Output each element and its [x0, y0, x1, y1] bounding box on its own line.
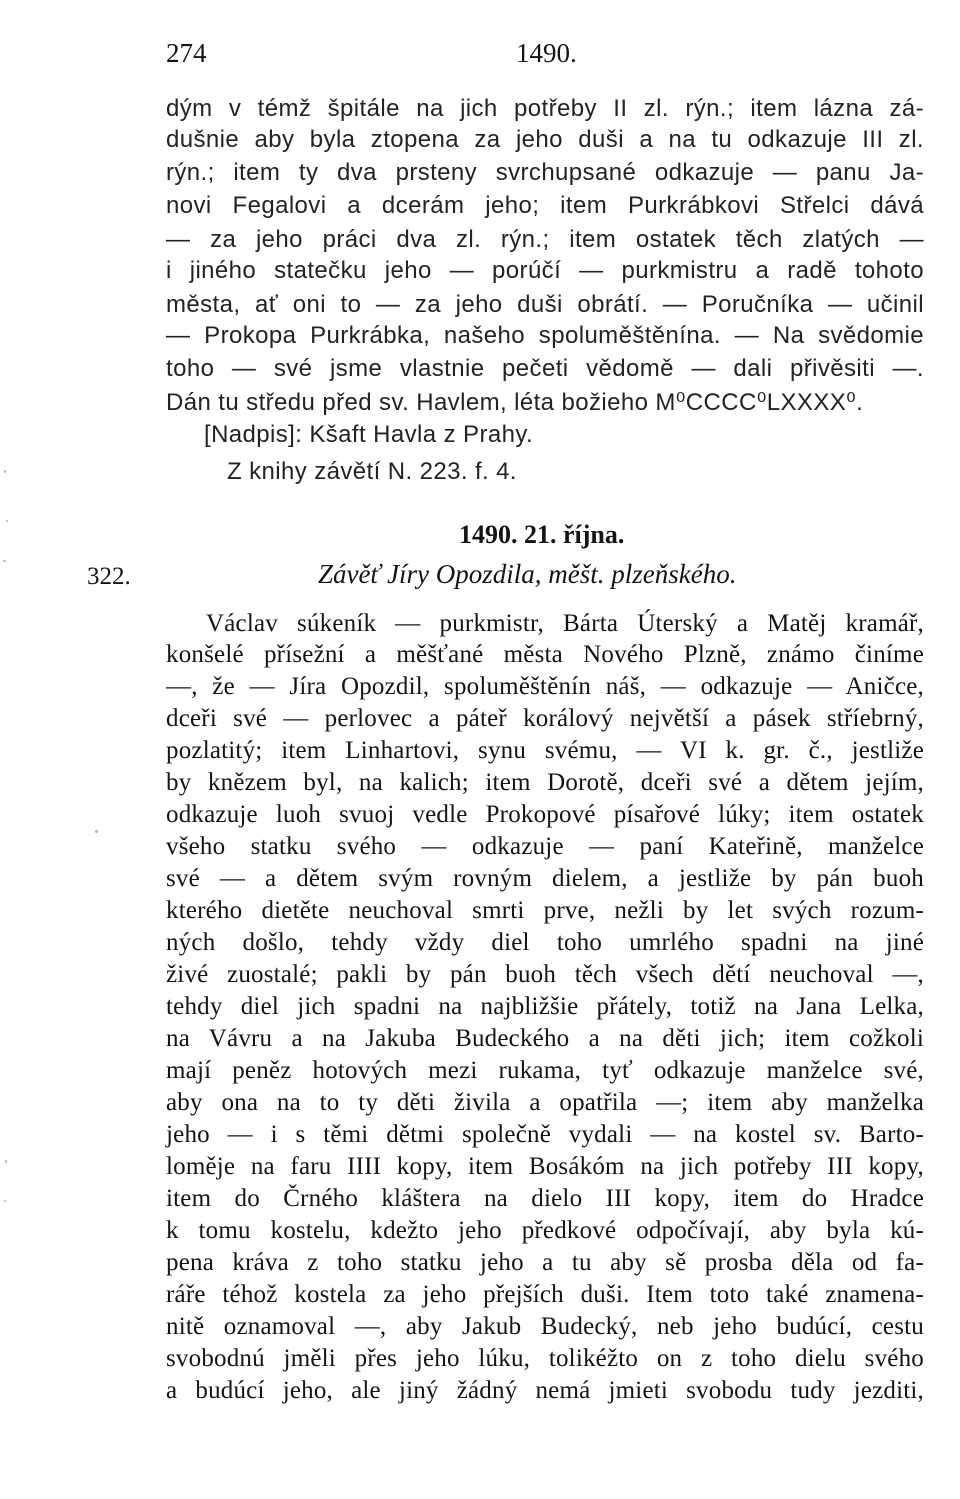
- text-line: i jiného statečku jeho — porúčí — purkmistru a radě tohoto: [166, 257, 924, 284]
- text-line: Václav súkeník — purkmistr, Bárta Úterský a Matěj kramář,: [206, 610, 924, 637]
- text-line: nitě oznamoval —, aby Jakub Budecký, neb jeho budúcí, cestu: [166, 1313, 924, 1340]
- text-line: kterého dietěte neuchoval smrti prve, nežli by let svých rozum-: [166, 897, 924, 924]
- text-line: jeho — i s těmi dětmi společně vydali — na kostel sv. Barto-: [166, 1121, 924, 1148]
- page-number: 274: [166, 38, 207, 68]
- entry-title: Závěť Jíry Opozdila, měšt. plzeňského.: [318, 559, 737, 589]
- text-line: dým v témž špitále na jich potřeby II zl. rýn.; item lázna zá-: [166, 95, 924, 122]
- text-line: item do Črného kláštera na dielo III kopy, item do Hradce: [166, 1185, 924, 1212]
- source-reference: Z knihy závětí N. 223. f. 4.: [227, 458, 517, 485]
- text-line: aby ona na to ty děti živila a opatřila —; item aby manželka: [166, 1089, 924, 1116]
- running-year-header: 1490.: [516, 38, 577, 68]
- text-line: — za jeho práci dva zl. rýn.; item ostatek těch zlatých —: [166, 226, 924, 253]
- text-line: všeho statku svého — odkazuje — paní Kateřině, manželce: [166, 833, 924, 860]
- text-line: odkazuje luoh svuoj vedle Prokopové písařové lúky; item ostatek: [166, 801, 924, 828]
- text-line: ných došlo, tehdy vždy diel toho umrlého spadni na jiné: [166, 929, 924, 956]
- text-line: rýn.; item ty dva prsteny svrchupsané odkazuje — panu Ja-: [166, 159, 924, 186]
- text-line: by knězem byl, na kalich; item Dorotě, dceři své a dětem jejím,: [166, 769, 924, 796]
- text-line: Dán tu středu před sv. Havlem, léta božieho M⁰CCCC⁰LXXXX⁰.: [166, 389, 864, 416]
- scan-speck: [6, 520, 8, 522]
- text-line: tehdy diel jich spadni na najbližšie přátely, totiž na Jana Lelka,: [166, 993, 924, 1020]
- text-line: konšelé přísežní a měšťané města Nového Plzně, známo činíme: [166, 641, 924, 668]
- text-line: pozlatitý; item Linhartovi, synu svému, — VI k. gr. č., jestliže: [166, 737, 924, 764]
- text-line: k tomu kostelu, kdežto jeho předkové odpočívají, aby byla kú-: [166, 1217, 924, 1244]
- text-line: města, ať oni to — za jeho duši obrátí. — Poručníka — učinil: [166, 291, 924, 318]
- text-line: své — a dětem svým rovným dielem, a jestliže by pán buoh: [166, 865, 924, 892]
- text-line: a budúcí jeho, ale jiný žádný nemá jmieti svobodu tudy jezditi,: [166, 1377, 924, 1404]
- entry-number: 322.: [87, 563, 131, 590]
- text-line: loměje na faru IIII kopy, item Bosákóm na jich potřeby III kopy,: [166, 1153, 924, 1180]
- text-line: mají peněz hotových mezi rukama, tyť odkazuje manželce své,: [166, 1057, 924, 1084]
- entry-date: 1490. 21. října.: [459, 520, 625, 549]
- text-line: dceři své — perlovec a páteř korálový největší a pásek stříebrný,: [166, 705, 924, 732]
- inscription-line: [Nadpis]: Kšaft Havla z Prahy.: [204, 421, 534, 448]
- text-line: novi Fegalovi a dcerám jeho; item Purkrábkovi Střelci dává: [166, 192, 924, 219]
- text-line: pena kráva z toho statku jeho a tu aby sě prosba děla od fa-: [166, 1249, 924, 1276]
- text-line: dušnie aby byla ztopena za jeho duši a na tu odkazuje III zl.: [166, 126, 924, 153]
- text-line: živé zuostalé; pakli by pán buoh těch všech dětí neuchoval —,: [166, 961, 924, 988]
- text-line: ráře téhož kostela za jeho přejších duši. Item toto také znamena-: [166, 1281, 924, 1308]
- text-line: svobodnú jměli přes jeho lúku, tolikéžto on z toho dielu svého: [166, 1345, 924, 1372]
- text-line: toho — své jsme vlastnie pečeti vědomě — dali přivěsiti —.: [166, 355, 924, 382]
- scan-speck: [3, 560, 6, 562]
- text-line: — Prokopa Purkrábka, našeho spoluměštěnína. — Na svědomie: [166, 322, 924, 349]
- text-line: na Vávru a na Jakuba Budeckého a na děti jich; item cožkoli: [166, 1025, 924, 1052]
- scan-speck: [95, 830, 98, 833]
- scan-speck: [5, 1160, 7, 1163]
- scan-speck: [4, 470, 6, 473]
- scan-speck: [4, 1200, 6, 1202]
- text-line: —, že — Jíra Opozdil, spoluměštěnín náš, — odkazuje — Aničce,: [166, 673, 924, 700]
